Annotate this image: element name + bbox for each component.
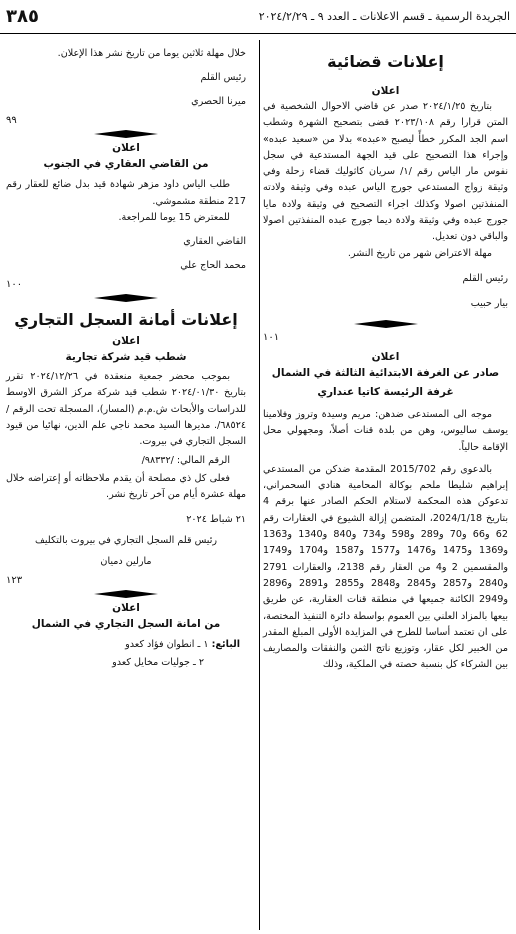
ad-title: من امانة السجل التجاري في الشمال [31,617,221,630]
ad-paragraph: بالدعوى رقم 2015/702 المقدمة ضدكن من المستدعي إبراهيم شليطا ملحم بوكالة المحامية هنادي السحمراني، تدعوكن هذه المحكمة لاستلام الحكم الصادر عنها برقم 4 بتاريخ 2024/1/18، المتضمن إزالة الشيوع في العقارات رقم 62 و66 و70 و289 و598 و734 و840 و1340 و1363 و1369 و1475 و1476 و1577 و1587 و1704 و1749 والمقسمين 2 و4 من العقار رقم 2138، والعقارات 2791 و2840 و2857 و2845 و2848 و2855 و2891 و2896 و2949 الكائنة جميعها في منطقة قنات العقارية، عن طريق بيعها بالمزاد العلني بين العموم بواسطة دائرة التنفيذ المختصة، على ان تعتمد أساسا للطرح في المزايدة الأولى المبلغ المقدر من الخبير لكل عقار، وتوزيع ناتج الثمن والنفقات والمصاريف بين الشركاء كل بنسبة حصته في الملكية، وذلك [263,463,509,671]
column-divider [259,40,260,930]
continued-text: خلال مهلة ثلاثين يوما من تاريخ نشر هذا الإعلان. [57,48,246,59]
header-title: الجريدة الرسمية ـ قسم الاعلانات ـ العدد ٩ ـ ٢٠٢٤/٢/٢٩ [258,10,510,23]
signature-name: بيار حبيب [470,297,508,309]
ad-number: ١٠١ [263,331,280,343]
section-title-judicial: إعلانات قضائية [327,52,444,71]
divider [6,590,246,598]
ad-heading: اعلان [112,142,140,155]
ad-number: ٩٩ [6,115,17,127]
ad-objection: مهلة الاعتراض شهر من تاريخ النشر. [347,247,492,259]
right-column [263,46,508,674]
seller-name: ١ ـ انطوان فؤاد كعدو [125,638,209,650]
ad-body: بموجب محضر جمعية منعقدة في ٢٠٢٤/١٢/٢٦ تقرر بتاريخ ٢٠٢٤/٠١/٣٠ شطب قيد شركة مركز الشرق الاوسط للدراسات والأبحاث ش.م.م (المسار)، المسجلة تحت الرقم /٦٨٥٢٤/. مديرها السيد محمد ناجي علم الدين، نهائيا من قيود السجل التجاري في بيروت. [6,371,246,448]
signature-name: محمد الحاج علي [180,260,246,272]
ad-number: ١٠٠ [6,279,23,291]
ad-date: ٢١ شباط ٢٠٢٤ [186,513,246,525]
ad-title: صادر عن الغرفة الابتدائية الثالثة في الشمال [271,366,500,379]
ad-subtitle: غرفة الرئيسة كاتيا عنداري [317,385,454,398]
ad-body: بتاريخ ٢٠٢٤/١/٢٥ صدر عن قاضي الاحوال الشخصية في المتن قرارا رقم ٢٠٢٣/١٠٨ قضى بتصحيح الشهرة وشطب اسم الجد المكرر خطأً ليصبح «عبده» بدلا من «سعيد عبده» وإجراء هذا التصحيح على قيد الجهة المستدعية في سجل نفوس مار الياس رقم /١/ سريان كاثوليك قضاء زحلة وفي وثيقة زواج المستدعي جورج الياس عبده وفي وثيقة ولادته المنفذتين اصولا وكذلك اجراء التصحيح في وثيقة ولادة مايا جورج عبده وفي وثيقة ولادة ديما جورج عبده المنفذتين اصولا والباقي دون تعديل. [263,101,508,243]
signature-title: رئيس القلم [462,272,508,284]
ad-heading: اعلان [371,350,400,363]
ad-heading: اعلان [371,85,400,97]
page-number: ٣٨٥ [6,6,39,27]
seller-line [6,637,246,653]
divider [263,320,508,328]
financial-number: الرقم المالي: /٩٨٣٣٢/ [141,454,230,466]
ad-title: شطب قيد شركة تجارية [65,351,187,364]
signature-name: ميرنا الحصري [191,96,246,108]
section-title-commercial-registry: إعلانات أمانة السجل التجاري [14,310,238,330]
ad-body: طلب الياس داود مزهر شهادة قيد بدل ضائع للعقار رقم 217 منطقة مشموشي. [6,179,246,207]
ad-heading: اعلان [112,601,140,614]
signature-title: القاضي العقاري [183,236,246,248]
signature-title: رئيس القلم [200,72,246,84]
signature-title: رئيس قلم السجل التجاري في بيروت بالتكليف [34,534,218,546]
ad-heading: اعلان [112,335,140,348]
page-header [0,0,516,34]
signature-name: مارلين دميان [100,555,152,567]
ad-objection: للمعترض 15 يوما للمراجعة. [118,211,230,223]
left-column [6,46,246,671]
ad-title: من القاضي العقاري في الجنوب [43,158,209,171]
ad-objection: فعلى كل ذي مصلحة أن يقدم ملاحظاته أو إعتراضه خلال مهلة عشرة أيام من آخر تاريخ نشر. [6,472,246,501]
divider [6,130,246,138]
seller-name: ٢ ـ جوليات مخايل كعدو [112,656,204,668]
ad-paragraph: موجه الى المستدعى ضدهن: مريم وسيدة وتروز وفلامينا يوسف ساليوس، وهن من بلدة قنات أصلاً، ومجهولي محل الإقامة حالياً. [263,408,508,453]
divider [6,294,246,302]
seller-label: البائع: [211,638,240,650]
ad-number: ١٢٣ [6,574,23,586]
